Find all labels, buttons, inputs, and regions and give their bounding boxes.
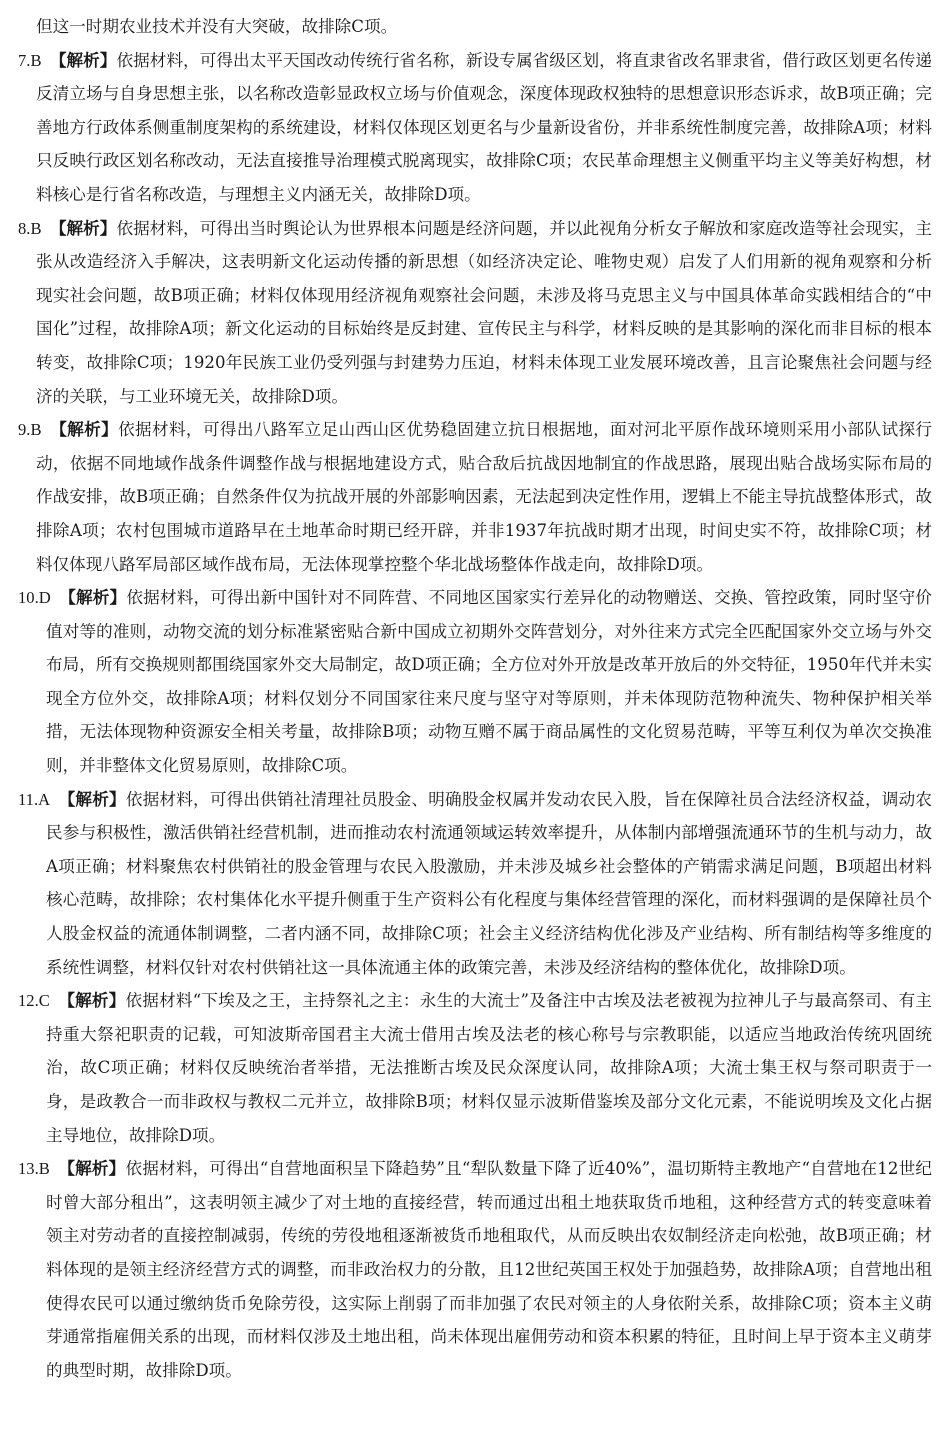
answer-item (18, 984, 932, 1152)
answer-letter: B (38, 1159, 50, 1179)
answer-letter: A (38, 789, 51, 809)
analysis-label: 【解析】 (49, 218, 117, 238)
answer-letter: D (38, 588, 51, 608)
analysis-label: 【解析】 (58, 991, 126, 1011)
analysis-text: 依据材料，可得出新中国针对不同阵营、不同地区国家实行差异化的动物赠送、交换、管控政策，同时坚守价值对等的准则，动物交流的划分标准紧密贴合新中国成立初期外交阵营划分，对外往来方式完全匹配国家外交立场与外交布局，所有交换规则都围绕国家外交大局制定，故D项正确；全方位对外开放是改革开放后的外交特征，1950年代并未实现全方位外交，故排除A项；材料仅划分不同国家往来尺度与坚守对等原则，并未体现防范物种流失、物种保护相关举措，无法体现物种资源安全相关考量，故排除B项；动物互赠不属于商品属性的文化贸易范畴，平等互利仅为单次交换准则，并非整体文化贸易原则，故排除C项。 (46, 588, 933, 776)
analysis-text: 依据材料，可得出“自营地面积呈下降趋势”且“犁队数量下降了近40%”，温切斯特主教地产“自营地在12世纪时曾大部分租出”，这表明领主减少了对土地的直接经营，转而通过出租土地获取货币地租，这种经营方式的转变意味着领主对劳动者的直接控制减弱，传统的劳役地租逐渐被货币地租取代，从而反映出农奴制经济走向松弛，故B项正确；材料体现的是领主经济经营方式的调整，而非政治权力的分散，且12世纪英国王权处于加强趋势，故排除A项；自营地出租使得农民可以通过缴纳货币免除劳役，这实际上削弱了而非加强了农民对领主的人身依附关系，故排除C项；资本主义萌芽通常指雇佣关系的出现，而材料仅涉及土地出租，尚未体现出雇佣劳动和资本积累的特征，且时间上早于资本主义萌芽的典型时期，故排除D项。 (46, 1159, 932, 1380)
question-number: 8. (18, 218, 31, 238)
answer-letter: B (30, 420, 42, 440)
question-number: 12. (18, 991, 39, 1011)
question-number: 10. (18, 588, 39, 608)
analysis-label: 【解析】 (59, 588, 127, 608)
answer-letter: B (30, 218, 42, 238)
question-number: 11. (18, 789, 39, 809)
analysis-label: 【解析】 (58, 789, 126, 809)
answer-item (18, 1152, 932, 1387)
analysis-label: 【解析】 (49, 50, 117, 70)
answer-list (18, 44, 932, 1388)
analysis-text: 依据材料，可得出当时舆论认为世界根本问题是经济问题，并以此视角分析女子解放和家庭改造等社会现实，主张从改造经济入手解决，这表明新文化运动传播的新思想（如经济决定论、唯物史观）启发了人们用新的视角观察和分析现实社会问题，故B项正确；材料仅体现用经济视角观察社会问题，未涉及将马克思主义与中国具体革命实践相结合的“中国化”过程，故排除A项；新文化运动的目标始终是反封建、宣传民主与科学，材料反映的是其影响的深化而非目标的根本转变，故排除C项；1920年民族工业仍受列强与封建势力压迫，材料未体现工业发展环境改善，且言论聚焦社会问题与经济的关联，与工业环境无关，故排除D项。 (36, 218, 933, 406)
analysis-text: 依据材料“下埃及之王，主持祭礼之主：永生的大流士”及备注中古埃及法老被视为拉神儿子与最高祭司、有主持重大祭祀职责的记载，可知波斯帝国君主大流士借用古埃及法老的核心称号与宗教职能，以适应当地政治传统巩固统治，故C项正确；材料仅反映统治者举措，无法推断古埃及民众深度认同，故排除A项；大流士集王权与祭司职责于一身，是政教合一而非政权与教权二元并立，故排除B项；材料仅显示波斯借鉴埃及部分文化元素，不能说明埃及文化占据主导地位，故排除D项。 (46, 991, 933, 1145)
answer-item (18, 581, 932, 783)
analysis-text: 依据材料，可得出太平天国改动传统行省名称，新设专属省级区划，将直隶省改名罪隶省，借行政区划更名传递反清立场与自身思想主张，以名称改造彰显政权立场与价值观念，深度体现政权独特的思想意识形态诉求，故B项正确；完善地方行政体系侧重制度架构的系统建设，材料仅体现区划更名与少量新设省份，并非系统性制度完善，故排除A项；材料只反映行政区划名称改动，无法直接推导治理模式脱离现实，故排除C项；农民革命理想主义侧重平均主义等美好构想，材料核心是行省名称改造，与理想主义内涵无关，故排除D项。 (36, 50, 933, 204)
analysis-label: 【解析】 (49, 420, 119, 440)
question-number: 7. (18, 50, 31, 70)
answer-item (18, 413, 932, 581)
question-number: 13. (18, 1159, 39, 1179)
analysis-text: 依据材料，可得出八路军立足山西山区优势稳固建立抗日根据地，面对河北平原作战环境则采用小部队试探行动，依据不同地域作战条件调整作战与根据地建设方式，贴合敌后抗战因地制宜的作战思路，展现出贴合战场实际布局的作战安排，故B项正确；自然条件仅为抗战开展的外部影响因素，无法起到决定性作用，逻辑上不能主导抗战整体形式，故排除A项；农村包围城市道路早在土地革命时期已经开辟，并非1937年抗战时期才出现，时间史实不符，故排除C项；材料仅体现八路军局部区域作战布局，无法体现掌控整个华北战场整体作战走向，故排除D项。 (36, 420, 933, 574)
answer-item (18, 783, 932, 985)
question-number: 9. (18, 420, 31, 440)
answer-item (18, 212, 932, 414)
answer-letter: C (38, 991, 50, 1011)
analysis-label: 【解析】 (58, 1159, 126, 1179)
answer-letter: B (30, 50, 42, 70)
answer-item (18, 44, 932, 212)
intro-line: 但这一时期农业技术并没有大突破，故排除C项。 (36, 17, 398, 36)
analysis-text: 依据材料，可得出供销社清理社员股金、明确股金权属并发动农民入股，旨在保障社员合法经济权益，调动农民参与积极性，激活供销社经营机制，进而推动农村流通领域运转效率提升，从体制内部增强流通环节的生机与动力，故A项正确；材料聚焦农村供销社的股金管理与农民入股激励，并未涉及城乡社会整体的产销需求满足问题，B项超出材料核心范畴，故排除；农村集体化水平提升侧重于生产资料公有化程度与集体经营管理的深化，而材料强调的是保障社员个人股金权益的流通体制调整，二者内涵不同，故排除C项；社会主义经济结构优化涉及产业结构、所有制结构等多维度的系统性调整，材料仅针对农村供销社这一具体流通主体的政策完善，未涉及经济结构的整体优化，故排除D项。 (46, 789, 932, 977)
